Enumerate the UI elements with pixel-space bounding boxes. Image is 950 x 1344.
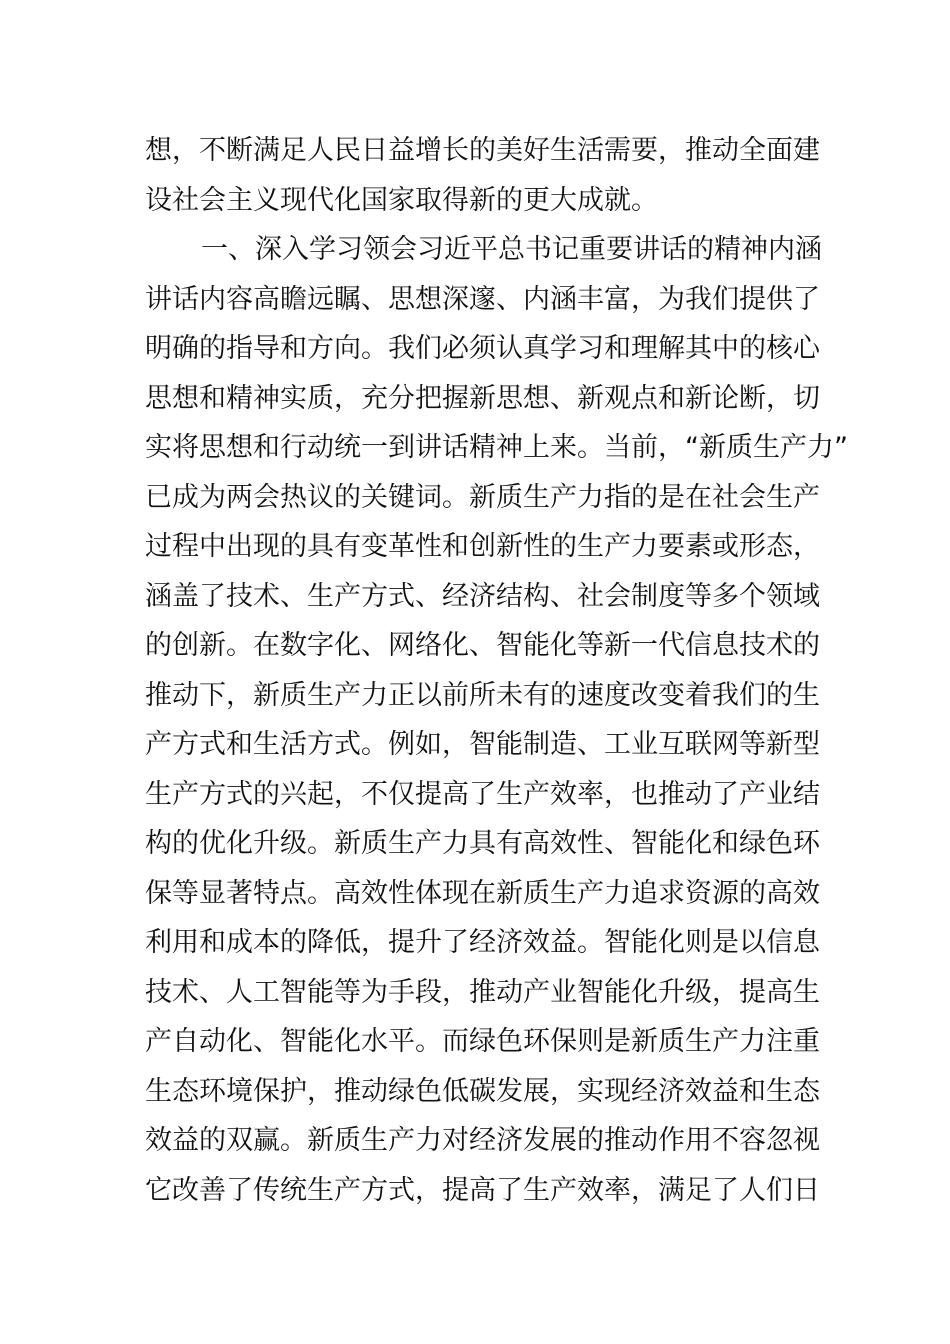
text-line: 推动下，新质生产力正以前所未有的速度改变着我们的生 bbox=[145, 679, 820, 711]
document-body bbox=[145, 126, 848, 1215]
text-line: 想，不断满足人民日益增长的美好生活需要，推动全面建 bbox=[145, 135, 820, 166]
text-line: 技术、人工智能等为手段，推动产业智能化升级，提高生 bbox=[145, 976, 820, 1008]
text-line: 产自动化、智能化水平。而绿色环保则是新质生产力注重 bbox=[145, 1026, 820, 1057]
text-line: 效益的双赢。新质生产力对经济发展的推动作用不容忽视 bbox=[145, 1125, 820, 1156]
section-heading: 一、深入学习领会习近平总书记重要讲话的精神内涵 bbox=[201, 234, 822, 265]
text-line: 实将思想和行动统一到讲话精神上来。当前，“新质生产力” bbox=[145, 432, 848, 463]
text-line: 生产方式的兴起，不仅提高了生产效率，也推动了产业结 bbox=[145, 778, 820, 810]
text-line: 构的优化升级。新质生产力具有高效性、智能化和绿色环 bbox=[145, 828, 820, 859]
text-line: 保等显著特点。高效性体现在新质生产力追求资源的高效 bbox=[145, 877, 820, 909]
text-line: 的创新。在数字化、网络化、智能化等新一代信息技术的 bbox=[145, 630, 820, 661]
text-line: 利用和成本的降低，提升了经济效益。智能化则是以信息 bbox=[145, 927, 820, 958]
text-line: 讲话内容高瞻远瞩、思想深邃、内涵丰富，为我们提供了 bbox=[145, 283, 820, 315]
text-line: 过程中出现的具有变革性和创新性的生产力要素或形态， bbox=[145, 531, 820, 562]
text-line: 已成为两会热议的关键词。新质生产力指的是在社会生产 bbox=[145, 481, 820, 513]
text-line: 思想和精神实质，充分把握新思想、新观点和新论断，切 bbox=[145, 382, 820, 414]
text-line: 生态环境保护，推动绿色低碳发展，实现经济效益和生态 bbox=[145, 1075, 820, 1107]
text-line: 它改善了传统生产方式，提高了生产效率，满足了人们日 bbox=[145, 1174, 820, 1206]
text-line: 设社会主义现代化国家取得新的更大成就。 bbox=[145, 184, 658, 216]
text-line: 涵盖了技术、生产方式、经济结构、社会制度等多个领域 bbox=[145, 580, 820, 612]
text-line: 明确的指导和方向。我们必须认真学习和理解其中的核心 bbox=[145, 333, 820, 364]
text-line: 产方式和生活方式。例如，智能制造、工业互联网等新型 bbox=[145, 729, 820, 760]
